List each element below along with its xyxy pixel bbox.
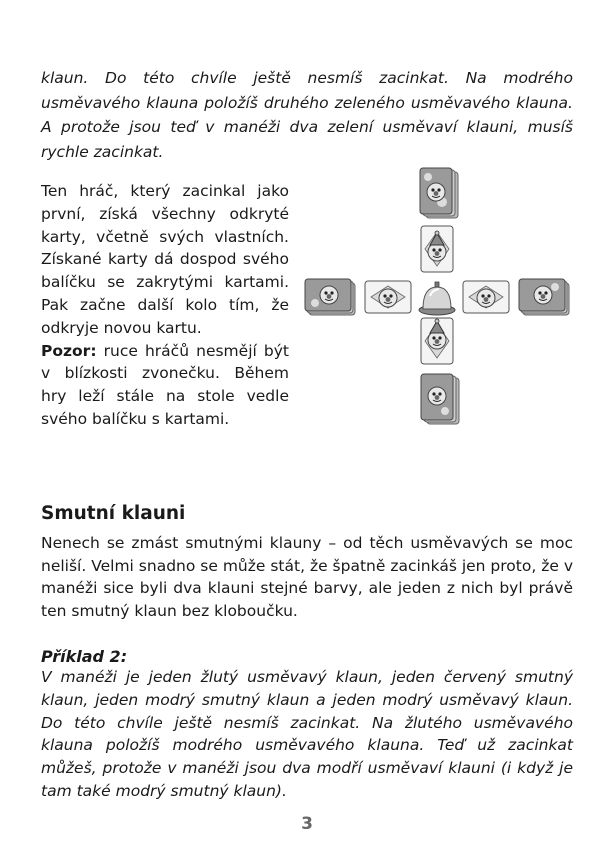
example-body (41, 666, 573, 803)
winner-text: Ten hráč, který zacinkal jako první, získá všechny odkryté karty, včetně svých vlastních. Získané karty dá dospod svého balíčku se zakrytými kartami. Pak začne další kolo tím, že odkryje novou kartu. (41, 182, 289, 337)
section-body-text: Nenech se zmást smutnými klauny – od těch usměvavých se moc neliší. Velmi snadno se může stát, že špatně zacinkáš jen proto, že v manéži sice byli dva klauni stejné barvy, ale jeden z nich byl právě ten smutný klaun bez kloboučku. (41, 534, 573, 620)
section-title: Smutní klauni (41, 503, 186, 524)
rules-text (41, 180, 289, 431)
card-deck-icon (420, 168, 458, 218)
section-body (41, 532, 573, 622)
card-deck-icon (305, 279, 355, 315)
example-title: Příklad 2: (41, 647, 128, 666)
clown-card-icon (463, 281, 509, 313)
bell-icon (419, 282, 455, 315)
warning-text: ruce hráčů nesmějí být v blízkosti zvonečku. Během hry leží stále na stole vedle svého balíčku s kartami. (41, 341, 289, 428)
clown-card-icon (365, 281, 411, 313)
rules-paragraph (41, 180, 289, 431)
page-number: 3 (301, 814, 313, 834)
intro-paragraph (41, 66, 573, 164)
example-body-text: V manéži je jeden žlutý usměvavý klaun, jeden červený smutný klaun, jeden modrý smutný klaun a jeden modrý usměvavý klaun. Do této chvíle ještě nesmíš zacinkat. Na žlutého usměvavého klauna položíš modrého usměvavého klauna. Teď už zacinkat můžeš, protože v manéži jsou dva modří usměvaví klauni (i když je tam také modrý smutný klaun). (41, 668, 573, 800)
intro-text: klaun. Do této chvíle ještě nesmíš zacinkat. Na modrého usměvavého klauna položíš druhého zeleného usměvavého klauna. A protože jsou teď v manéži dva zelení usměvaví klauni, musíš rychle zacinkat. (41, 69, 573, 161)
clown-card-icon (421, 318, 453, 364)
card-deck-icon (519, 279, 569, 315)
game-setup-illustration (303, 166, 575, 428)
clown-card-icon (421, 226, 453, 272)
card-deck-icon (421, 374, 459, 424)
warning-label: Pozor: (41, 341, 97, 360)
